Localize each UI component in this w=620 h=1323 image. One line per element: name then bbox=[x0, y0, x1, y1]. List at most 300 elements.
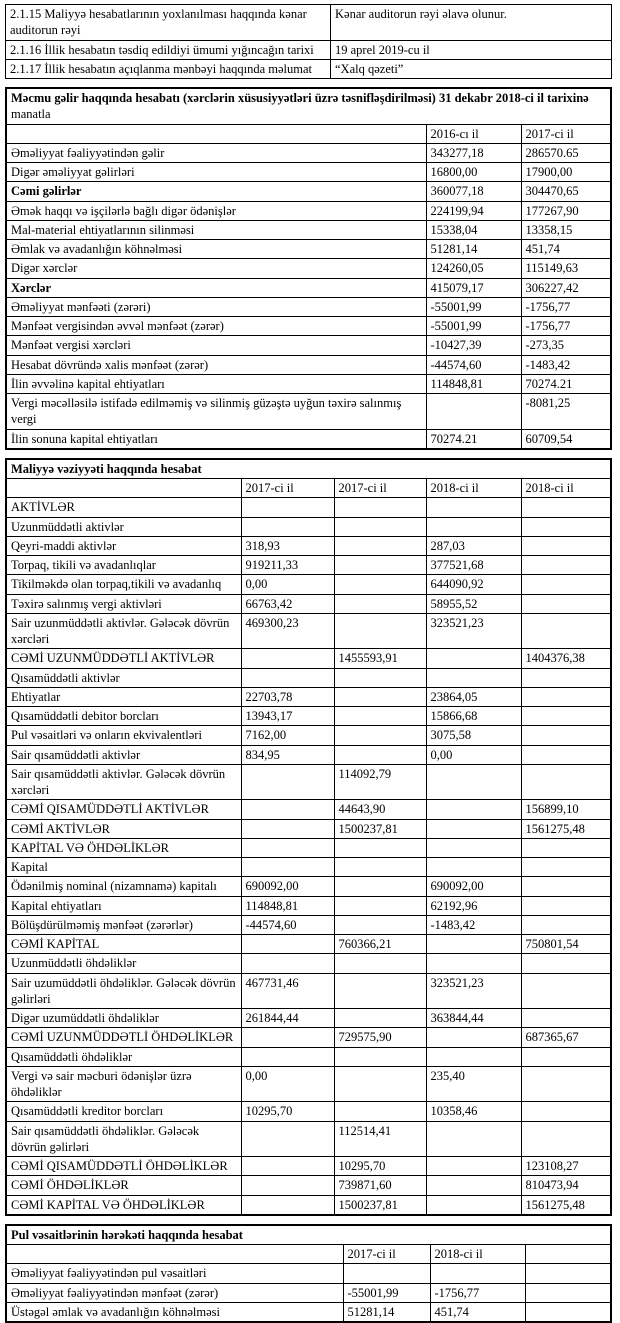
empty-header-cell bbox=[6, 1245, 343, 1264]
row-label: Sair qısamüddətli aktivlər bbox=[6, 745, 241, 764]
value-2018-total bbox=[521, 1066, 611, 1102]
value-2018-total bbox=[521, 915, 611, 934]
table-row bbox=[6, 1195, 611, 1215]
row-label: CƏMİ AKTİVLƏR bbox=[6, 819, 241, 838]
value-2018-total: 1561275,48 bbox=[521, 819, 611, 838]
table-row bbox=[6, 858, 611, 877]
empty-header-cell bbox=[6, 479, 241, 498]
value-2017-detail bbox=[241, 1157, 334, 1176]
row-label: Əmlak və avadanlığın köhnəlməsi bbox=[6, 240, 426, 259]
value-2017-total bbox=[334, 877, 426, 896]
value-2018-total bbox=[521, 973, 611, 1009]
row-label: AKTİVLƏR bbox=[6, 498, 241, 517]
row-label: CƏMİ UZUNMÜDDƏTLİ AKTİVLƏR bbox=[6, 649, 241, 668]
value-2017-total: 739871,60 bbox=[334, 1176, 426, 1195]
row-label: CƏMİ UZUNMÜDDƏTLİ ÖHDƏLİKLƏR bbox=[6, 1028, 241, 1047]
row-label: Təxirə salınmış vergi aktivləri bbox=[6, 594, 241, 613]
value-2017-total bbox=[334, 668, 426, 687]
value-2018-detail bbox=[426, 668, 521, 687]
row-label: İlin sonuna kapital ehtiyatları bbox=[6, 429, 426, 449]
value-2017-detail: 13943,17 bbox=[241, 707, 334, 726]
value-2017: 286570.65 bbox=[521, 143, 611, 162]
value-2018-detail bbox=[426, 858, 521, 877]
table-row bbox=[6, 613, 611, 649]
value-2017: 177267,90 bbox=[521, 201, 611, 220]
row-label: Əməliyyat fəaliyyətindən gəlir bbox=[6, 143, 426, 162]
table-row bbox=[6, 143, 611, 162]
value-2018-total: 1404376,38 bbox=[521, 649, 611, 668]
value-2017-total bbox=[334, 915, 426, 934]
value-2017: 306227,42 bbox=[521, 278, 611, 297]
table-row bbox=[6, 163, 611, 182]
value-2018-total bbox=[521, 858, 611, 877]
row-label: Mənfəət vergisi xərcləri bbox=[6, 336, 426, 355]
table-row bbox=[6, 1157, 611, 1176]
cash-flow-table bbox=[5, 1224, 612, 1323]
table-row bbox=[6, 575, 611, 594]
value-2017-total bbox=[334, 613, 426, 649]
value-2018-detail: 58955,52 bbox=[426, 594, 521, 613]
value-2018-detail: 235,40 bbox=[426, 1066, 521, 1102]
value-2017-detail bbox=[241, 498, 334, 517]
value-2017-detail: 469300,23 bbox=[241, 613, 334, 649]
value-2018: 451,74 bbox=[430, 1302, 525, 1322]
empty-cell bbox=[525, 1264, 611, 1283]
value-2017-total bbox=[334, 575, 426, 594]
row-label: CƏMİ KAPİTAL VƏ ÖHDƏLİKLƏR bbox=[6, 1195, 241, 1215]
value-2018-total bbox=[521, 1009, 611, 1028]
value-2017-detail: 261844,44 bbox=[241, 1009, 334, 1028]
value-2017-total: 1500237,81 bbox=[334, 1195, 426, 1215]
row-label: Sair qısamüddətli aktivlər. Gələcək dövrün xərcləri bbox=[6, 764, 241, 800]
income-statement-table bbox=[5, 87, 612, 450]
value-2018-total bbox=[521, 594, 611, 613]
table-row bbox=[6, 556, 611, 575]
value-2018-detail bbox=[426, 764, 521, 800]
value-2018-detail bbox=[426, 649, 521, 668]
value-2017-detail bbox=[241, 1176, 334, 1195]
table-row bbox=[6, 201, 611, 220]
value-2017-total: 114092,79 bbox=[334, 764, 426, 800]
table-row bbox=[6, 877, 611, 896]
table-row bbox=[6, 1028, 611, 1047]
value-2017-detail: 7162,00 bbox=[241, 726, 334, 745]
row-label: Pul vəsaitləri və onların ekvivalentləri bbox=[6, 726, 241, 745]
row-label: Tikilməkdə olan torpaq,tikili və avadanlıq bbox=[6, 575, 241, 594]
value-2017-total bbox=[334, 707, 426, 726]
row-label: KAPİTAL VƏ ÖHDƏLİKLƏR bbox=[6, 838, 241, 857]
value-2018-detail: 644090,92 bbox=[426, 575, 521, 594]
row-label: Əməliyyat fəaliyyətindən pul vəsaitləri bbox=[6, 1264, 343, 1283]
year-column-header-2017b: 2017-ci il bbox=[334, 479, 426, 498]
value-2018-detail bbox=[426, 935, 521, 954]
row-label: CƏMİ QISAMÜDDƏTLİ ÖHDƏLİKLƏR bbox=[6, 1157, 241, 1176]
balance-sheet-title-row bbox=[6, 459, 611, 479]
value-2017-detail: 919211,33 bbox=[241, 556, 334, 575]
value-2017-detail: 318,93 bbox=[241, 536, 334, 555]
row-label: Mənfəət vergisindən əvvəl mənfəət (zərər) bbox=[6, 317, 426, 336]
row-label: Mal-material ehtiyatlarının silinməsi bbox=[6, 220, 426, 239]
row-label: Əməliyyat fəaliyyətindən mənfəət (zərər) bbox=[6, 1283, 343, 1302]
value-2017-detail bbox=[241, 764, 334, 800]
value-2017-detail bbox=[241, 838, 334, 857]
empty-cell bbox=[525, 1302, 611, 1322]
value-2018-total bbox=[521, 613, 611, 649]
info-value: Kənar auditorun rəyi əlavə olunur. bbox=[331, 5, 612, 41]
table-row bbox=[6, 1121, 611, 1157]
value-2017-detail bbox=[241, 668, 334, 687]
row-label: Sair qısamüddətli öhdəliklər. Gələcək dövrün gəlirləri bbox=[6, 1121, 241, 1157]
row-label: Bölüşdürülməmiş mənfəət (zərərlər) bbox=[6, 915, 241, 934]
table-row bbox=[6, 1066, 611, 1102]
table-row bbox=[6, 517, 611, 536]
row-label: Ödənilmiş nominal (nizamnamə) kapitalı bbox=[6, 877, 241, 896]
year-column-header-2016: 2016-cı il bbox=[426, 124, 521, 143]
balance-sheet-title: Maliyyə vəziyyəti haqqında hesabat bbox=[6, 459, 611, 479]
value-2018-total: 156899,10 bbox=[521, 800, 611, 819]
value-2018-total bbox=[521, 726, 611, 745]
value-2018-detail: -1483,42 bbox=[426, 915, 521, 934]
value-2017-detail bbox=[241, 649, 334, 668]
value-2017-total bbox=[334, 536, 426, 555]
value-2017-total bbox=[334, 1047, 426, 1066]
value-2017-total bbox=[334, 687, 426, 706]
value-2017-detail: 834,95 bbox=[241, 745, 334, 764]
table-row bbox=[6, 394, 611, 430]
row-label: Sair uzunmüddətli aktivlər. Gələcək dövrün xərcləri bbox=[6, 613, 241, 649]
value-2017-total bbox=[334, 745, 426, 764]
row-label: CƏMİ ÖHDƏLİKLƏR bbox=[6, 1176, 241, 1195]
info-label: 2.1.16 İllik hesabatın təsdiq edildiyi ümumi yığıncağın tarixi bbox=[6, 40, 331, 59]
value-2018-detail: 287,03 bbox=[426, 536, 521, 555]
value-2017-total: 1455593,91 bbox=[334, 649, 426, 668]
table-row bbox=[6, 1009, 611, 1028]
table-row bbox=[6, 649, 611, 668]
value-2017-detail bbox=[241, 1121, 334, 1157]
value-2018-total bbox=[521, 1121, 611, 1157]
value-2017: -55001,99 bbox=[343, 1283, 430, 1302]
value-2017-total bbox=[334, 896, 426, 915]
table-row bbox=[6, 838, 611, 857]
value-2018-detail bbox=[426, 800, 521, 819]
value-2016: 15338,04 bbox=[426, 220, 521, 239]
cash-flow-title-row bbox=[6, 1225, 611, 1245]
value-2017-total bbox=[334, 1009, 426, 1028]
value-2018-detail: 323521,23 bbox=[426, 613, 521, 649]
value-2017: 304470,65 bbox=[521, 182, 611, 201]
balance-sheet-header-row bbox=[6, 479, 611, 498]
value-2017-total: 10295,70 bbox=[334, 1157, 426, 1176]
value-2017-total bbox=[334, 517, 426, 536]
table-row bbox=[6, 220, 611, 239]
table-row bbox=[6, 1047, 611, 1066]
value-2018-total: 750801,54 bbox=[521, 935, 611, 954]
value-2016: 124260,05 bbox=[426, 259, 521, 278]
value-2018-total bbox=[521, 556, 611, 575]
value-2017: 60709,54 bbox=[521, 429, 611, 449]
year-column-header-2018a: 2018-ci il bbox=[426, 479, 521, 498]
value-2017-total bbox=[334, 556, 426, 575]
value-2018-detail: 3075,58 bbox=[426, 726, 521, 745]
row-label: Hesabat dövründə xalis mənfəət (zərər) bbox=[6, 355, 426, 374]
value-2016: -44574,60 bbox=[426, 355, 521, 374]
row-label: Kapital bbox=[6, 858, 241, 877]
value-2017: -273,35 bbox=[521, 336, 611, 355]
row-label: Qeyri-maddi aktivlər bbox=[6, 536, 241, 555]
table-row bbox=[6, 915, 611, 934]
value-2017: 115149,63 bbox=[521, 259, 611, 278]
value-2017-detail bbox=[241, 819, 334, 838]
value-2018-detail: 377521,68 bbox=[426, 556, 521, 575]
table-row bbox=[6, 726, 611, 745]
value-2017-detail bbox=[241, 858, 334, 877]
value-2017-detail bbox=[241, 954, 334, 973]
table-row bbox=[6, 374, 611, 393]
table-row bbox=[6, 764, 611, 800]
value-2017-detail: 10295,70 bbox=[241, 1102, 334, 1121]
value-2018-detail bbox=[426, 1047, 521, 1066]
value-2017: -1756,77 bbox=[521, 297, 611, 316]
value-2017-total bbox=[334, 726, 426, 745]
value-2017-detail: 0,00 bbox=[241, 575, 334, 594]
value-2018-total bbox=[521, 1047, 611, 1066]
info-label: 2.1.17 İllik hesabatın açıqlanma mənbəyi haqqında məlumat bbox=[6, 59, 331, 78]
value-2017-total bbox=[334, 838, 426, 857]
table-row bbox=[6, 297, 611, 316]
cash-flow-title: Pul vəsaitlərinin hərəkəti haqqında hesabat bbox=[6, 1225, 611, 1245]
value-2018-detail bbox=[426, 1028, 521, 1047]
value-2017-total: 44643,90 bbox=[334, 800, 426, 819]
value-2016: 415079,17 bbox=[426, 278, 521, 297]
value-2017: 451,74 bbox=[521, 240, 611, 259]
value-2017-detail bbox=[241, 517, 334, 536]
value-2017-detail: 66763,42 bbox=[241, 594, 334, 613]
table-row bbox=[6, 668, 611, 687]
row-label: Qısamüddətli aktivlər bbox=[6, 668, 241, 687]
table-row bbox=[6, 5, 612, 41]
value-2018-detail: 23864,05 bbox=[426, 687, 521, 706]
value-2017-detail: 0,00 bbox=[241, 1066, 334, 1102]
report-info-table bbox=[5, 4, 612, 79]
value-2018-total: 687365,67 bbox=[521, 1028, 611, 1047]
row-label: Vergi və sair məcburi ödənişlər üzrə öhdəliklər bbox=[6, 1066, 241, 1102]
value-2017: -1756,77 bbox=[521, 317, 611, 336]
value-2017-detail bbox=[241, 1195, 334, 1215]
value-2016 bbox=[426, 394, 521, 430]
value-2017-total bbox=[334, 1102, 426, 1121]
table-row bbox=[6, 1283, 611, 1302]
row-label: Sair uzumüddətli öhdəliklər. Gələcək dövrün gəlirləri bbox=[6, 973, 241, 1009]
value-2017: -1483,42 bbox=[521, 355, 611, 374]
table-row bbox=[6, 954, 611, 973]
value-2017: 13358,15 bbox=[521, 220, 611, 239]
value-2016: -55001,99 bbox=[426, 297, 521, 316]
table-row bbox=[6, 278, 611, 297]
value-2018-detail bbox=[426, 1195, 521, 1215]
value-2017-total bbox=[334, 1066, 426, 1102]
row-label: İlin əvvəlinə kapital ehtiyatları bbox=[6, 374, 426, 393]
value-2018-detail: 690092,00 bbox=[426, 877, 521, 896]
table-row bbox=[6, 40, 612, 59]
row-label: Ehtiyatlar bbox=[6, 687, 241, 706]
table-row bbox=[6, 498, 611, 517]
row-label: Üstəgəl əmlak və avadanlığın köhnəlməsi bbox=[6, 1302, 343, 1322]
value-2017-total bbox=[334, 858, 426, 877]
value-2018-total bbox=[521, 498, 611, 517]
value-2018-total bbox=[521, 896, 611, 915]
value-2017-detail: 22703,78 bbox=[241, 687, 334, 706]
value-2017-detail bbox=[241, 1028, 334, 1047]
value-2018-detail bbox=[426, 1176, 521, 1195]
row-label: Əmək haqqı və işçilərlə bağlı digər ödənişlər bbox=[6, 201, 426, 220]
table-row bbox=[6, 1102, 611, 1121]
value-2018-total bbox=[521, 517, 611, 536]
row-label: Əməliyyat mənfəəti (zərəri) bbox=[6, 297, 426, 316]
empty-cell bbox=[525, 1283, 611, 1302]
income-statement-title-row bbox=[6, 88, 611, 124]
value-2017-detail: 467731,46 bbox=[241, 973, 334, 1009]
value-2016: 16800,00 bbox=[426, 163, 521, 182]
table-row bbox=[6, 317, 611, 336]
value-2017-total: 1500237,81 bbox=[334, 819, 426, 838]
value-2018-total bbox=[521, 954, 611, 973]
income-statement-title: Məcmu gəlir haqqında hesabatı (xərclərin xüsusiyyətləri üzrə təsnifləşdirilməsi) 31 dekabr 2018-ci il tarixinə bbox=[11, 91, 589, 105]
value-2018-detail bbox=[426, 517, 521, 536]
income-statement-subtitle: manatla bbox=[11, 107, 51, 122]
value-2018-total bbox=[521, 745, 611, 764]
year-column-header-2017: 2017-ci il bbox=[521, 124, 611, 143]
empty-header-cell bbox=[6, 124, 426, 143]
value-2018-total bbox=[521, 575, 611, 594]
table-row bbox=[6, 1264, 611, 1283]
value-2018-total: 123108,27 bbox=[521, 1157, 611, 1176]
balance-sheet-table bbox=[5, 458, 612, 1216]
value-2016: 70274.21 bbox=[426, 429, 521, 449]
year-column-header-2018b: 2018-ci il bbox=[521, 479, 611, 498]
row-label: Digər xərclər bbox=[6, 259, 426, 278]
value-2017: 51281,14 bbox=[343, 1302, 430, 1322]
income-statement-title-cell bbox=[6, 88, 611, 124]
value-2017-detail bbox=[241, 800, 334, 819]
value-2018-detail: 62192,96 bbox=[426, 896, 521, 915]
info-label: 2.1.15 Maliyyə hesabatlarının yoxlanılması haqqında kənar auditorun rəyi bbox=[6, 5, 331, 41]
value-2017-detail: 114848,81 bbox=[241, 896, 334, 915]
value-2018-detail: 10358,46 bbox=[426, 1102, 521, 1121]
year-column-header-2017a: 2017-ci il bbox=[241, 479, 334, 498]
table-row bbox=[6, 429, 611, 449]
value-2018-total bbox=[521, 687, 611, 706]
row-label: Digər əməliyyat gəlirləri bbox=[6, 163, 426, 182]
value-2016: -10427,39 bbox=[426, 336, 521, 355]
value-2017 bbox=[343, 1264, 430, 1283]
table-row bbox=[6, 896, 611, 915]
row-label: Cəmi gəlirlər bbox=[6, 182, 426, 201]
year-column-header-2018: 2018-ci il bbox=[430, 1245, 525, 1264]
value-2017-detail bbox=[241, 1047, 334, 1066]
value-2018-total bbox=[521, 668, 611, 687]
income-statement-header-row bbox=[6, 124, 611, 143]
value-2018-total: 810473,94 bbox=[521, 1176, 611, 1195]
table-row bbox=[6, 240, 611, 259]
value-2017-total bbox=[334, 973, 426, 1009]
value-2017-detail: -44574,60 bbox=[241, 915, 334, 934]
row-label: CƏMİ KAPİTAL bbox=[6, 935, 241, 954]
value-2017: 70274.21 bbox=[521, 374, 611, 393]
value-2018: -1756,77 bbox=[430, 1283, 525, 1302]
row-label: CƏMİ QISAMÜDDƏTLİ AKTİVLƏR bbox=[6, 800, 241, 819]
table-row bbox=[6, 800, 611, 819]
table-row bbox=[6, 259, 611, 278]
table-row bbox=[6, 973, 611, 1009]
table-row bbox=[6, 336, 611, 355]
value-2016: 360077,18 bbox=[426, 182, 521, 201]
table-row bbox=[6, 1176, 611, 1195]
value-2017-total: 760366,21 bbox=[334, 935, 426, 954]
value-2018-detail: 0,00 bbox=[426, 745, 521, 764]
value-2018-detail bbox=[426, 819, 521, 838]
table-row bbox=[6, 355, 611, 374]
table-row bbox=[6, 182, 611, 201]
cash-flow-header-row bbox=[6, 1245, 611, 1264]
row-label: Torpaq, tikili və avadanlıqlar bbox=[6, 556, 241, 575]
value-2018-total bbox=[521, 838, 611, 857]
value-2018-detail: 363844,44 bbox=[426, 1009, 521, 1028]
value-2018-total bbox=[521, 764, 611, 800]
year-column-header-2017: 2017-ci il bbox=[343, 1245, 430, 1264]
row-label: Qısamüddətli debitor borcları bbox=[6, 707, 241, 726]
value-2016: 114848,81 bbox=[426, 374, 521, 393]
value-2017-detail bbox=[241, 935, 334, 954]
value-2016: 343277,18 bbox=[426, 143, 521, 162]
value-2017-total bbox=[334, 594, 426, 613]
value-2018-detail bbox=[426, 1157, 521, 1176]
table-row bbox=[6, 59, 612, 78]
row-label: Uzunmüddətli aktivlər bbox=[6, 517, 241, 536]
value-2017-total: 112514,41 bbox=[334, 1121, 426, 1157]
info-value: “Xalq qəzeti” bbox=[331, 59, 612, 78]
value-2018-total bbox=[521, 536, 611, 555]
row-label: Digər uzumüddətli öhdəliklər bbox=[6, 1009, 241, 1028]
value-2017-total bbox=[334, 498, 426, 517]
table-row bbox=[6, 536, 611, 555]
table-row bbox=[6, 1302, 611, 1322]
row-label: Qısamüddətli öhdəliklər bbox=[6, 1047, 241, 1066]
empty-header-cell bbox=[525, 1245, 611, 1264]
value-2016: 51281,14 bbox=[426, 240, 521, 259]
value-2018-total bbox=[521, 877, 611, 896]
info-value: 19 aprel 2019-cu il bbox=[331, 40, 612, 59]
value-2018-total bbox=[521, 1102, 611, 1121]
row-label: Vergi məcəlləsilə istifadə edilməmiş və silinmiş güzəştə uyğun təxirə salınmış vergi bbox=[6, 394, 426, 430]
table-row bbox=[6, 935, 611, 954]
value-2018-detail bbox=[426, 954, 521, 973]
table-row bbox=[6, 745, 611, 764]
value-2017: 17900,00 bbox=[521, 163, 611, 182]
value-2018-detail bbox=[426, 1121, 521, 1157]
value-2018-total: 1561275,48 bbox=[521, 1195, 611, 1215]
value-2017-total bbox=[334, 954, 426, 973]
value-2016: -55001,99 bbox=[426, 317, 521, 336]
row-label: Xərclər bbox=[6, 278, 426, 297]
row-label: Uzunmüddətli öhdəliklər bbox=[6, 954, 241, 973]
value-2018-detail: 15866,68 bbox=[426, 707, 521, 726]
value-2018 bbox=[430, 1264, 525, 1283]
table-row bbox=[6, 687, 611, 706]
table-row bbox=[6, 594, 611, 613]
value-2017: -8081,25 bbox=[521, 394, 611, 430]
value-2018-total bbox=[521, 707, 611, 726]
value-2017-total: 729575,90 bbox=[334, 1028, 426, 1047]
